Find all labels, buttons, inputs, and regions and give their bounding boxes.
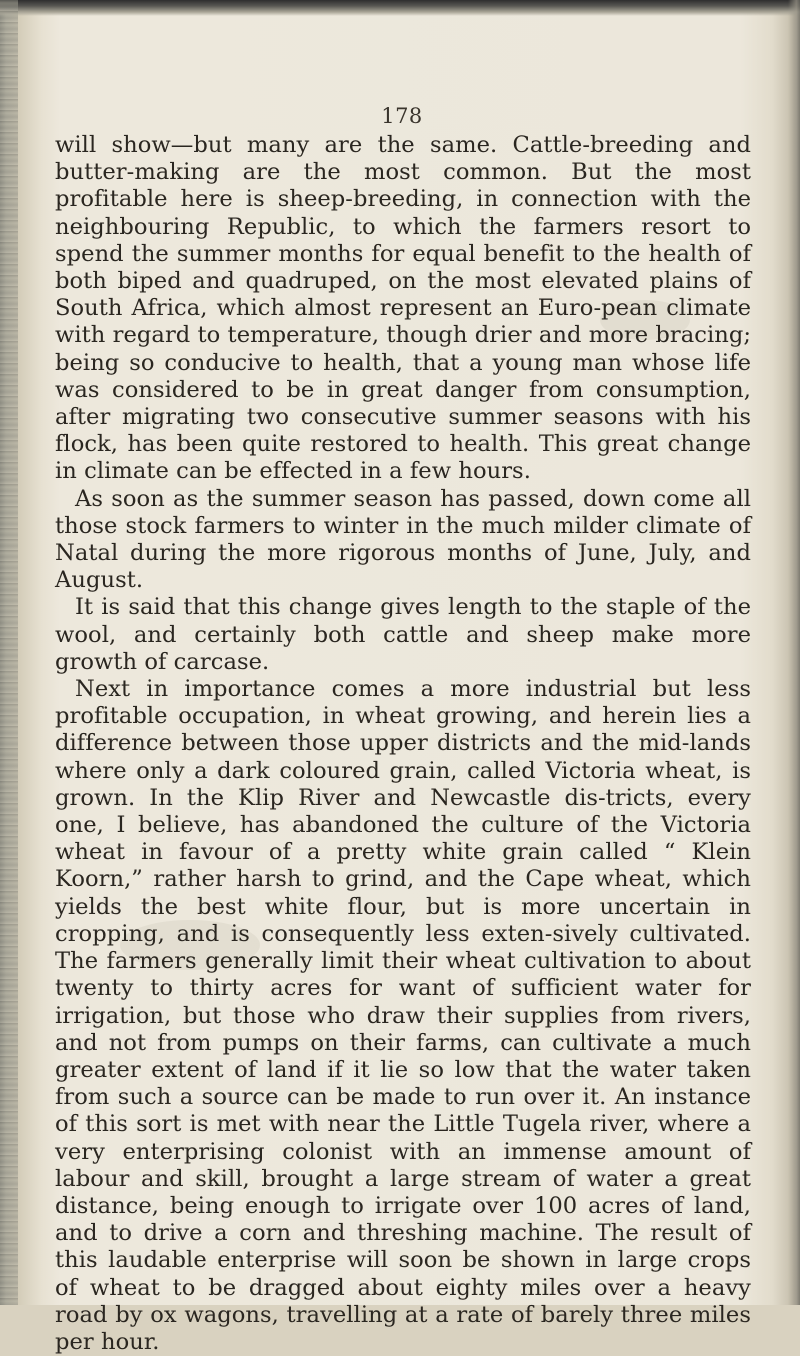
page-edge-right xyxy=(788,0,800,1305)
body-text xyxy=(55,132,751,1356)
page-number: 178 xyxy=(381,104,423,128)
paragraph-3: It is said that this change gives length to the staple of the wool, and certainly both cattle and sheep make more growth of carcase. xyxy=(55,594,751,675)
binding-shadow-top xyxy=(0,0,800,16)
paragraph-2: As soon as the summer season has passed, down come all those stock farmers to winter in the much milder climate of Natal during the more rigorous months of June, July, and August. xyxy=(55,485,751,594)
binding-gutter-left xyxy=(0,0,18,1305)
paragraph-1: will show—but many are the same. Cattle-breeding and butter-making are the most common. But the most profitable here is sheep-breeding, in connection with the neighbouring Republic, to which the farmers resort to spend the summer months for equal benefit to the health of both biped and quadruped, on the most elevated plains of South Africa, which almost represent an Euro-pean climate with regard to temperature, though drier and more bracing; being so conducive to health, that a young man whose life was considered to be in great danger from consumption, after migrating two consecutive summer seasons with his flock, has been quite restored to health. This great change in climate can be effected in a few hours. xyxy=(55,132,751,485)
paragraph-4: Next in importance comes a more industrial but less profitable occupation, in wheat growing, and herein lies a difference between those upper districts and the mid-lands where only a dark coloured grain, called Victoria wheat, is grown. In the Klip River and Newcastle dis-tricts, every one, I believe, has abandoned the culture of the Victoria wheat in favour of a pretty white grain called “ Klein Koorn,” rather harsh to grind, and the Cape wheat, which yields the best white flour, but is more uncertain in cropping, and is consequently less exten-sively cultivated. The farmers generally limit their wheat cultivation to about twenty to thirty acres for want of sufficient water for irrigation, but those who draw their supplies from rivers, and not from pumps on their farms, can cultivate a much greater extent of land if it lie so low that the water taken from such a source can be made to run over it. An instance of this sort is met with near the Little Tugela river, where a very enterprising colonist with an immense amount of labour and skill, brought a large stream of water a great distance, being enough to irrigate over 100 acres of land, and to drive a corn and threshing machine. The result of this laudable enterprise will soon be shown in large crops of wheat to be dragged about eighty miles over a heavy road by ox wagons, travelling at a rate of barely three miles per hour. xyxy=(55,676,751,1355)
